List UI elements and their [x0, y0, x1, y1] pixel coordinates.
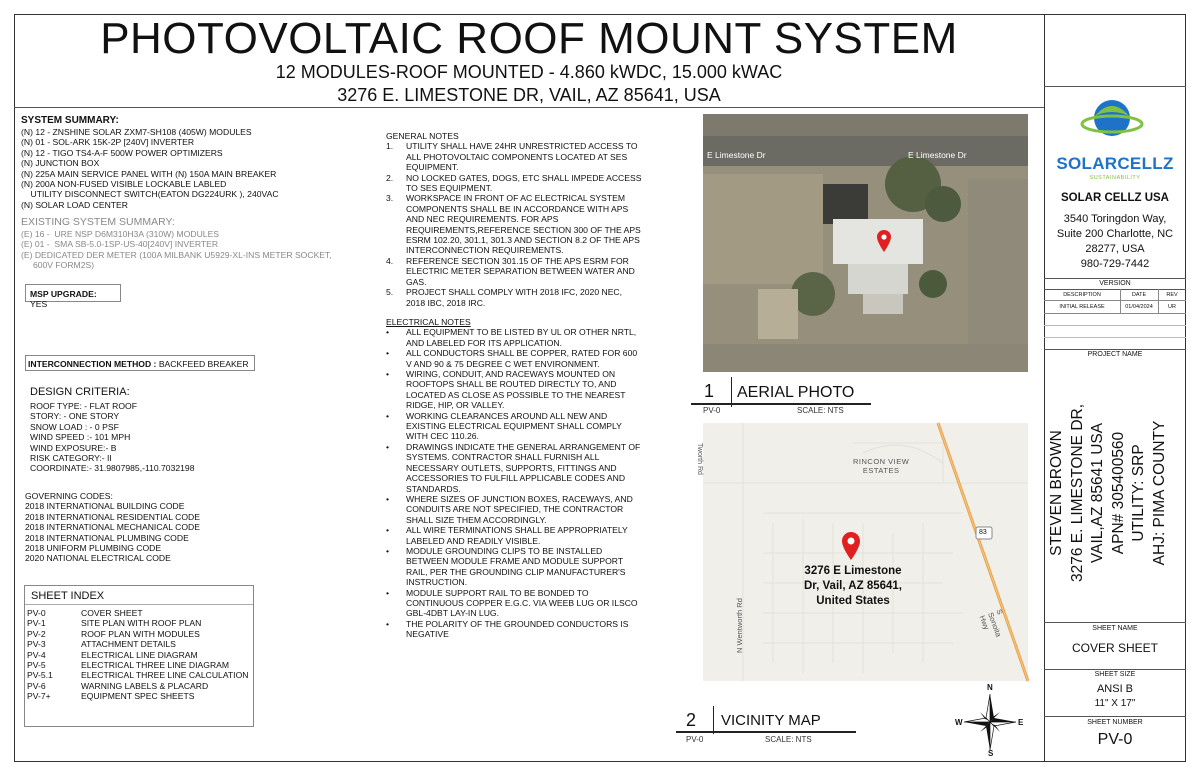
general-notes-list [386, 141, 642, 308]
aerial-street-label-right: E Limestone Dr [908, 150, 967, 160]
version-table [1044, 289, 1186, 349]
sheet-index-row [27, 629, 251, 639]
sheet-size-value: ANSI B [1096, 683, 1134, 695]
project-name-line: 3276 E. LIMESTONE DR, [1068, 403, 1086, 583]
vicinity-map [696, 423, 1028, 681]
sheet-index-list [27, 608, 251, 702]
solarcellz-logo-icon [1077, 94, 1147, 144]
governing-code-item: 2018 INTERNATIONAL BUILDING CODE [25, 501, 185, 512]
vicinity-label-underline [676, 731, 856, 733]
design-criteria-item: STORY: - ONE STORY [30, 411, 120, 422]
north-arrow-compass-icon [955, 685, 1025, 757]
general-notes [386, 131, 642, 308]
design-criteria-item: SNOW LOAD : - 0 PSF [30, 421, 119, 432]
msp-upgrade-box [25, 284, 121, 310]
general-note [386, 173, 642, 194]
tb-line-sheet-size [1044, 669, 1186, 670]
electrical-note-text: WHERE SIZES OF JUNCTION BOXES, RACEWAYS, AND CONDUITS ARE NOT SPECIFIED, THE CONTRACTOR SHALL SIZE THEM ACCORDINGLY. [406, 493, 633, 525]
vicinity-detail-number: 2 [686, 710, 697, 730]
version-col-date: DATE [1131, 292, 1147, 298]
electrical-note-text: THE POLARITY OF THE GROUNDED CONDUCTORS IS NEGATIVE [406, 618, 629, 640]
sheet-index-row [27, 639, 251, 649]
map-area-label: RINCON VIEW ESTATES [853, 457, 910, 475]
project-name-line: STEVEN BROWN [1048, 430, 1065, 556]
sheet-index-heading: SHEET INDEX [31, 590, 105, 602]
existing-summary-item: (E) 01 - SMA SB-5.0-1SP-US-40[240V] INVERTER [21, 239, 219, 250]
sheet-index-code: PV-6 [27, 680, 46, 691]
design-criteria-item: WIND SPEED :- 101 MPH [30, 432, 131, 443]
sheet-index-code: PV-4 [27, 649, 46, 660]
governing-code-item: 2018 INTERNATIONAL RESIDENTIAL CODE [25, 511, 200, 522]
msp-upgrade-value: YES [30, 299, 48, 310]
electrical-notes-heading: ELECTRICAL NOTES [386, 317, 471, 327]
electrical-notes [386, 317, 644, 640]
electrical-note [386, 442, 644, 494]
sheet-size-label: SHEET SIZE [1094, 671, 1136, 678]
governing-code-item: 2020 NATIONAL ELECTRICAL CODE [25, 553, 171, 564]
electrical-note-text: ALL CONDUCTORS SHALL BE COPPER, RATED FOR 600 V AND 90 & 75 DEGREE C WET ENVIRONMENT. [406, 348, 638, 369]
company-address-line: 3540 Toringdon Way, [1063, 213, 1167, 225]
system-summary-item: (N) 01 - SOL-ARK 15K-2P [240V] INVERTER [21, 137, 195, 148]
sheet-index-code: PV-3 [27, 639, 46, 650]
tb-line-sheet-name [1044, 622, 1186, 623]
header-divider [14, 107, 1044, 108]
governing-codes [25, 491, 325, 564]
electrical-note [386, 369, 644, 411]
general-note-marker: 5. [386, 287, 394, 298]
version-col-rev: REV [1166, 292, 1178, 298]
electrical-note [386, 411, 644, 442]
design-criteria-item: COORDINATE:- 31.9807985,-110.7032198 [30, 463, 195, 474]
sheet-number-label: SHEET NUMBER [1087, 719, 1143, 726]
system-summary-item: (N) SOLAR LOAD CENTER [21, 199, 128, 210]
tb-line-version-top [1044, 278, 1186, 279]
highway-shield-label: 83 [979, 529, 987, 536]
sheet-index-code: PV-5.1 [27, 670, 53, 681]
electrical-note-text: ALL EQUIPMENT TO BE LISTED BY UL OR OTHER NRTL, AND LABELED FOR ITS APPLICATION. [406, 327, 637, 348]
governing-codes-heading: GOVERNING CODES: [25, 491, 113, 501]
aerial-street-label-left: E Limestone Dr [707, 150, 766, 160]
system-summary-item: (N) 200A NON-FUSED VISIBLE LOCKABLE LABLED [21, 179, 227, 190]
electrical-note-marker: • [386, 587, 390, 598]
company-address-line: 28277, USA [1085, 243, 1145, 255]
system-summary-item: (N) 12 - ZNSHINE SOLAR ZXM7-SH108 (405W) MODULES [21, 127, 252, 137]
system-summary-item: (N) 225A MAIN SERVICE PANEL WITH (N) 150A MAIN BREAKER [21, 168, 277, 179]
tb-top-line [1044, 86, 1186, 87]
vicinity-label-separator [713, 706, 714, 734]
electrical-note-text: ALL WIRE TERMINATIONS SHALL BE APPROPRIATELY LABELED AND READILY VISIBLE. [406, 525, 628, 546]
design-criteria-item: ROOF TYPE: - FLAT ROOF [30, 401, 137, 411]
general-note [386, 141, 642, 172]
project-name-line: VAIL,AZ 85641 USA [1089, 422, 1106, 564]
aerial-label-underline [691, 403, 871, 405]
tb-line-project [1044, 349, 1186, 350]
sheet-index-name: ROOF PLAN WITH MODULES [81, 628, 200, 639]
interconnection-value: BACKFEED BREAKER [158, 359, 249, 369]
vicinity-location-pin-icon [840, 531, 862, 561]
general-note-marker: 4. [386, 255, 394, 266]
sheet-index-code: PV-0 [27, 608, 46, 618]
general-notes-heading: GENERAL NOTES [386, 131, 459, 141]
design-criteria [30, 385, 330, 474]
existing-summary [21, 216, 371, 271]
sheet-index-name: ATTACHMENT DETAILS [81, 639, 176, 650]
sheet-index-name: WARNING LABELS & PLACARD [81, 680, 209, 691]
sheet-index-name: EQUIPMENT SPEC SHEETS [81, 691, 195, 702]
aerial-photo-title: AERIAL PHOTO [737, 384, 855, 401]
vicinity-map-title: VICINITY MAP [721, 712, 821, 729]
sheet-name-value: COVER SHEET [1071, 641, 1158, 655]
aerial-detail-number: 1 [704, 381, 715, 401]
sheet-index-code: PV-5 [27, 660, 46, 671]
existing-summary-item: 600V FORM2S) [21, 260, 95, 271]
sheet-index-name: COVER SHEET [81, 608, 143, 618]
governing-code-item: 2018 INTERNATIONAL MECHANICAL CODE [25, 522, 200, 533]
version-row-rev: UR [1168, 304, 1176, 310]
general-note-marker: 3. [386, 193, 394, 204]
project-name-rotated [1047, 366, 1183, 620]
project-name-block [1044, 362, 1186, 620]
electrical-note-text: DRAWINGS INDICATE THE GENERAL ARRANGEMENT OF SYSTEMS. CONTRACTOR SHALL FURNISH ALL NECESSARY OUTLETS, SUPPORTS, FITTINGS AND ACCESSORIES TO FULFILL APPLICABLE CODES AND STANDARDS. [406, 441, 641, 494]
tb-line-sheet-number [1044, 716, 1186, 717]
electrical-note-marker: • [386, 618, 390, 629]
page-title: PHOTOVOLTAIC ROOF MOUNT SYSTEM [100, 14, 958, 63]
sheet-index-code: PV-7+ [27, 691, 51, 702]
electrical-note-marker: • [386, 441, 390, 452]
company-address-line: 980-729-7442 [1080, 258, 1150, 270]
electrical-note-marker: • [386, 493, 390, 504]
existing-summary-list [21, 229, 371, 271]
msp-upgrade-label: MSP UPGRADE: [30, 289, 97, 299]
version-col-description: DESCRIPTION [1063, 292, 1101, 298]
company-address [1044, 212, 1186, 272]
project-name-label: PROJECT NAME [1087, 351, 1143, 358]
system-summary-list [21, 127, 371, 210]
project-name-line: APN# 305400560 [1109, 431, 1127, 555]
electrical-note-marker: • [386, 525, 390, 536]
aerial-photo [703, 114, 1028, 372]
electrical-note [386, 525, 644, 546]
system-summary-heading: SYSTEM SUMMARY: [21, 115, 119, 126]
electrical-note-text: MODULE GROUNDING CLIPS TO BE INSTALLED BETWEEN MODULE FRAME AND MODULE SUPPORT RAIL, PER THE GROUNDING CLIP MANUFACTURER'S INSTRUCTION. [406, 545, 626, 588]
sheet-index-name: ELECTRICAL LINE DIAGRAM [81, 649, 198, 660]
project-name-line: UTILITY: SRP [1130, 444, 1147, 542]
general-note [386, 256, 642, 287]
sheet-index-box [24, 585, 254, 727]
version-row-description: INITIAL RELEASE [1059, 304, 1105, 310]
compass-west-label: W [955, 718, 963, 727]
company-block [1044, 88, 1186, 278]
interconnection-box [25, 355, 255, 371]
sheet-number-value: PV-0 [1097, 731, 1133, 748]
sheet-index-row [27, 608, 251, 618]
general-note-text: UTILITY SHALL HAVE 24HR UNRESTRICTED ACCESS TO ALL PHOTOVOLTAIC COMPONENTS LOCATED AT SES EQUIPMENT. [406, 141, 638, 173]
existing-summary-heading: EXISTING SYSTEM SUMMARY: [21, 216, 175, 228]
electrical-note-marker: • [386, 348, 390, 359]
electrical-note [386, 546, 644, 588]
company-address-line: Suite 200 Charlotte, NC [1056, 228, 1174, 240]
sheet-index-name: ELECTRICAL THREE LINE DIAGRAM [81, 660, 230, 671]
aerial-location-pin-icon [875, 229, 893, 253]
design-criteria-list [30, 401, 330, 474]
electrical-note-marker: • [386, 327, 390, 338]
system-summary-item: (N) 12 - TIGO TS4-A-F 500W POWER OPTIMIZERS [21, 147, 223, 158]
sheet-index-code: PV-1 [27, 618, 46, 629]
map-road-label-top: Tworth Rd [696, 443, 703, 475]
compass-south-label: S [988, 749, 994, 758]
electrical-note-marker: • [386, 545, 390, 556]
project-name-line: AHJ: PIMA COUNTY [1150, 420, 1168, 566]
sheet-index-name: ELECTRICAL THREE LINE CALCULATION [81, 670, 249, 681]
sheet-index-row [27, 660, 251, 670]
electrical-note-text: MODULE SUPPORT RAIL TO BE BONDED TO CONTINUOUS COPPER E.G.C. VIA WEEB LUG OR ILSCO GBL-4DBT LAY-IN LUG. [406, 587, 638, 619]
electrical-note [386, 619, 644, 640]
general-note-text: WORKSPACE IN FRONT OF AC ELECTRICAL SYSTEM COMPONENTS SHALL BE IN ACCORDANCE WITH APS AND NEC REQUIREMENTS. FOR APS REQUIREMENTS,REFERENCE SECTION 300 OF THE APS ESRM 102.20, 301.1, 301.3 AND SECTION 8.2 OF THE APS INTERCONNECTION REQUIREMENTS. [406, 193, 641, 256]
electrical-note [386, 588, 644, 619]
general-note-text: PROJECT SHALL COMPLY WITH 2018 IFC, 2020 NEC, 2018 IBC, 2018 IRC. [406, 287, 623, 308]
general-note-marker: 2. [386, 172, 394, 183]
logo-wordmark: SOLARCELLZ [1056, 154, 1174, 173]
system-summary [21, 115, 371, 210]
map-road-label-left: N Wentworth Rd [735, 598, 744, 653]
vicinity-sheet-ref: PV-0 [686, 735, 704, 744]
governing-codes-list [25, 501, 325, 563]
sheet-index-row [27, 670, 251, 680]
electrical-note-marker: • [386, 369, 390, 380]
design-criteria-item: RISK CATEGORY:- II [30, 453, 112, 464]
sheet-index-code: PV-2 [27, 628, 46, 639]
general-note [386, 287, 642, 308]
address-subtitle: 3276 E. LIMESTONE DR, VAIL, AZ 85641, USA [337, 85, 721, 105]
electrical-note [386, 348, 644, 369]
company-name: SOLAR CELLZ USA [1061, 192, 1169, 204]
electrical-note-text: WORKING CLEARANCES AROUND ALL NEW AND EXISTING ELECTRICAL EQUIPMENT SHALL COMPLY WITH CEC 110.26. [406, 410, 622, 442]
governing-code-item: 2018 INTERNATIONAL PLUMBING CODE [25, 532, 189, 543]
electrical-note [386, 327, 644, 348]
sheet-index-row [27, 618, 251, 628]
electrical-notes-list [386, 327, 644, 639]
electrical-note [386, 494, 644, 525]
system-summary-item: UTILITY DISCONNECT SWITCH(EATON DG224URK ), 240VAC [21, 189, 279, 200]
sheet-name-label: SHEET NAME [1092, 625, 1138, 632]
governing-code-item: 2018 UNIFORM PLUMBING CODE [25, 543, 162, 554]
existing-summary-item: (E) 16 - URE NSP D6M310H3A (310W) MODULES [21, 229, 220, 239]
logo-tagline: SUSTAINABILITY [1089, 175, 1141, 181]
vicinity-scale: SCALE: NTS [765, 735, 812, 744]
sheet-index-row [27, 650, 251, 660]
general-note-text: REFERENCE SECTION 301.15 OF THE APS ESRM FOR ELECTRIC METER SEPARATION BETWEEN WATER AND GAS. [406, 255, 635, 287]
electrical-note-text: WIRING, CONDUIT, AND RACEWAYS MOUNTED ON ROOFTOPS SHALL BE ROUTED DIRECTLY TO, AND LOCATED AS CLOSE AS POSSIBLE TO THE NEAREST RIDGE, HIP, OR VALLEY. [406, 369, 626, 411]
sheet-size-dimensions: 11" X 17" [1094, 698, 1136, 709]
aerial-scale: SCALE: NTS [797, 406, 844, 415]
general-note [386, 193, 642, 255]
map-address-label: 3276 E Limestone Dr, Vail, AZ 85641, United States [803, 565, 903, 607]
interconnection-label: INTERCONNECTION METHOD : [28, 359, 157, 369]
aerial-sheet-ref: PV-0 [703, 406, 721, 415]
general-note-marker: 1. [386, 141, 394, 152]
sheet-index-divider [25, 604, 253, 605]
electrical-note-marker: • [386, 410, 390, 421]
system-size-subtitle: 12 MODULES-ROOF MOUNTED - 4.860 kWDC, 15.000 kWAC [275, 62, 783, 82]
existing-summary-item: (E) DEDICATED DER METER (100A MILBANK U5929-XL-INS METER SOCKET, [21, 249, 332, 260]
general-note-text: NO LOCKED GATES, DOGS, ETC SHALL IMPEDE ACCESS TO SES EQUIPMENT. [406, 172, 642, 194]
map-road-label-right: S Sonoita Hwy [977, 608, 1005, 639]
design-criteria-item: WIND EXPOSURE:- B [30, 442, 117, 453]
sheet-index-name: SITE PLAN WITH ROOF PLAN [81, 618, 202, 629]
compass-north-label: N [987, 683, 993, 692]
design-criteria-heading: DESIGN CRITERIA: [30, 386, 130, 398]
sheet-index-row [27, 681, 251, 691]
sheet-index-row [27, 691, 251, 701]
compass-east-label: E [1018, 718, 1024, 727]
version-label: VERSION [1099, 280, 1131, 287]
version-row-date: 01/04/2024 [1125, 304, 1153, 310]
system-summary-item: (N) JUNCTION BOX [21, 158, 100, 169]
